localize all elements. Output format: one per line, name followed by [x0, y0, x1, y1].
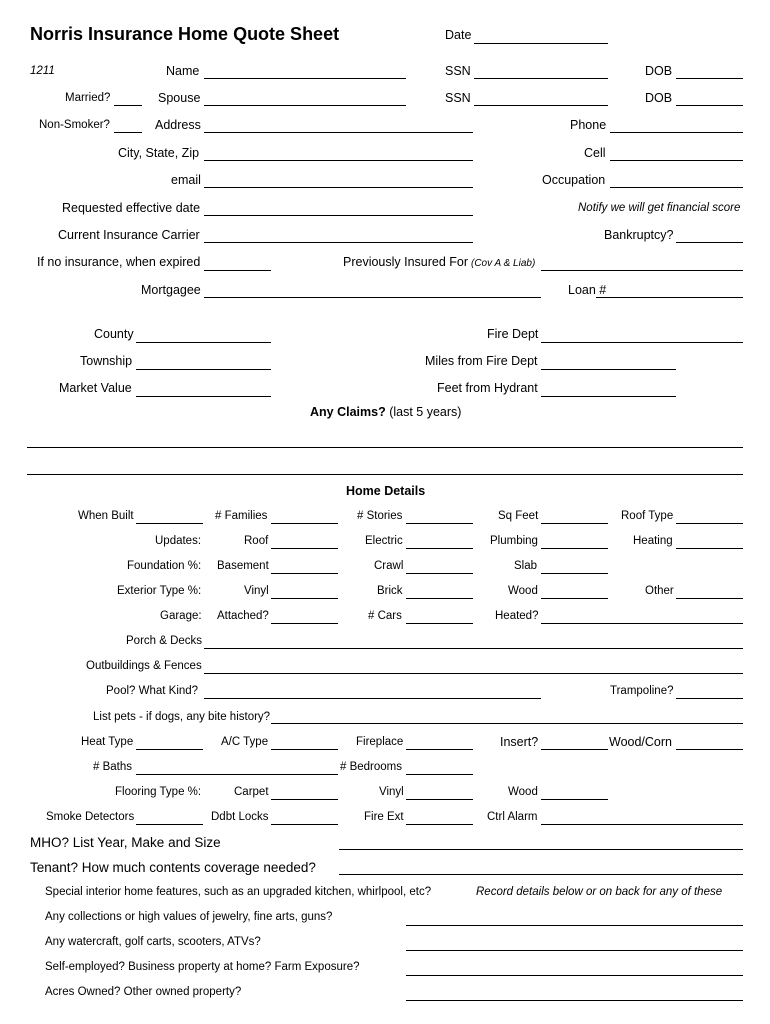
pool-label: Pool? What Kind? [106, 685, 199, 697]
married-field[interactable] [114, 105, 142, 106]
flooring-wood-label: Wood [508, 786, 538, 798]
insert-label: Insert? [500, 735, 539, 749]
heated-label: Heated? [495, 610, 539, 622]
address-label: Address [155, 118, 201, 132]
cov-a-liab-note: (Cov A & Liab) [471, 258, 536, 269]
spouse-dob-label: DOB [645, 91, 673, 105]
loan-number-label: Loan # [568, 283, 607, 297]
electric-label: Electric [365, 535, 403, 547]
carpet-field[interactable] [271, 799, 338, 800]
list-pets-label: List pets - if dogs, any bite history? [93, 711, 271, 723]
fire-dept-label: Fire Dept [487, 327, 539, 341]
tenant-question: Tenant? How much contents coverage needed? [30, 860, 316, 875]
attached-field[interactable] [271, 623, 338, 624]
list-pets-field[interactable] [271, 723, 743, 724]
roof-type-field[interactable] [676, 523, 743, 524]
watercraft-field[interactable] [406, 950, 743, 951]
smoke-detectors-label: Smoke Detectors [46, 811, 135, 823]
page-title: Norris Insurance Home Quote Sheet [30, 24, 340, 44]
pool-field[interactable] [204, 698, 541, 699]
ssn-field[interactable] [474, 78, 608, 79]
stories-label: # Stories [357, 510, 403, 522]
requested-effective-date-field[interactable] [204, 215, 473, 216]
vinyl-label: Vinyl [244, 585, 269, 597]
families-field[interactable] [271, 523, 338, 524]
cars-label: # Cars [368, 610, 402, 622]
roof-type-label: Roof Type [621, 510, 674, 522]
special-features-question: Special interior home features, such as an upgraded kitchen, whirlpool, etc? [45, 886, 432, 898]
miles-from-fire-dept-field[interactable] [541, 369, 676, 370]
mortgagee-label: Mortgagee [141, 283, 201, 297]
record-details-note: Record details below or on back for any of these [476, 886, 723, 898]
spouse-ssn-field[interactable] [474, 105, 608, 106]
basement-label: Basement [217, 560, 269, 572]
acres-question: Acres Owned? Other owned property? [45, 986, 242, 998]
attached-label: Attached? [217, 610, 269, 622]
any-claims-label: Any Claims? [310, 405, 386, 419]
if-no-insurance-field[interactable] [204, 270, 271, 271]
email-field[interactable] [204, 187, 473, 188]
spouse-dob-field[interactable] [676, 105, 743, 106]
date-label: Date [445, 28, 472, 42]
brick-label: Brick [377, 585, 403, 597]
ddbt-locks-label: Ddbt Locks [211, 811, 269, 823]
plumbing-field[interactable] [541, 548, 608, 549]
basement-field[interactable] [271, 573, 338, 574]
cell-label: Cell [584, 146, 606, 160]
phone-label: Phone [570, 118, 607, 132]
fire-ext-label: Fire Ext [364, 811, 404, 823]
non-smoker-label: Non-Smoker? [39, 119, 110, 131]
outbuildings-fences-field[interactable] [204, 673, 743, 674]
claims-line-2[interactable] [27, 474, 743, 475]
bankruptcy-field[interactable] [676, 242, 743, 243]
form-code: 1211 [30, 65, 55, 77]
roof-update-field[interactable] [271, 548, 338, 549]
address-field[interactable] [204, 132, 473, 133]
mho-question: MHO? List Year, Make and Size [30, 835, 221, 850]
township-field[interactable] [136, 369, 271, 370]
heat-type-label: Heat Type [81, 736, 134, 748]
fireplace-field[interactable] [406, 749, 473, 750]
market-value-field[interactable] [136, 396, 271, 397]
flooring-wood-field[interactable] [541, 799, 608, 800]
ac-type-field[interactable] [271, 749, 338, 750]
requested-effective-date-label: Requested effective date [62, 201, 201, 215]
trampoline-field[interactable] [676, 698, 743, 699]
ssn-label: SSN [445, 64, 471, 78]
county-label: County [94, 327, 134, 341]
occupation-label: Occupation [542, 173, 606, 187]
garage-label: Garage: [160, 610, 202, 622]
miles-from-fire-dept-label: Miles from Fire Dept [425, 354, 538, 368]
last-5-years-label: (last 5 years) [389, 405, 462, 419]
smoke-detectors-field[interactable] [136, 824, 203, 825]
trampoline-label: Trampoline? [610, 685, 674, 697]
date-field[interactable] [474, 43, 608, 44]
other-exterior-field[interactable] [676, 598, 743, 599]
ctrl-alarm-label: Ctrl Alarm [487, 811, 538, 823]
spouse-label: Spouse [158, 91, 201, 105]
wood-exterior-label: Wood [508, 585, 538, 597]
current-insurance-carrier-field[interactable] [204, 242, 473, 243]
feet-from-hydrant-label: Feet from Hydrant [437, 381, 538, 395]
self-employed-field[interactable] [406, 975, 743, 976]
cell-field[interactable] [610, 160, 743, 161]
cars-field[interactable] [406, 623, 473, 624]
current-insurance-carrier-label: Current Insurance Carrier [58, 228, 200, 242]
mortgagee-field[interactable] [204, 297, 541, 298]
roof-update-label: Roof [244, 535, 269, 547]
ac-type-label: A/C Type [221, 736, 269, 748]
families-label: # Families [215, 510, 268, 522]
outbuildings-fences-label: Outbuildings & Fences [86, 660, 202, 672]
claims-line-1[interactable] [27, 447, 743, 448]
married-label: Married? [65, 92, 111, 104]
watercraft-question: Any watercraft, golf carts, scooters, ATVs? [45, 936, 261, 948]
heat-type-field[interactable] [136, 749, 203, 750]
plumbing-label: Plumbing [490, 535, 538, 547]
crawl-field[interactable] [406, 573, 473, 574]
heating-field[interactable] [676, 548, 743, 549]
flooring-type-label: Flooring Type %: [115, 786, 202, 798]
collections-field[interactable] [406, 925, 743, 926]
dob-field[interactable] [676, 78, 743, 79]
mho-field[interactable] [339, 849, 743, 850]
fire-dept-field[interactable] [541, 342, 743, 343]
foundation-label: Foundation %: [127, 560, 202, 572]
when-built-label: When Built [78, 510, 134, 522]
email-label: email [171, 173, 201, 187]
loan-number-field[interactable] [596, 297, 743, 298]
notify-financial-score-note: Notify we will get financial score [578, 202, 741, 214]
fireplace-label: Fireplace [356, 736, 404, 748]
other-exterior-label: Other [645, 585, 674, 597]
updates-label: Updates: [155, 535, 202, 547]
fire-ext-field[interactable] [406, 824, 473, 825]
when-built-field[interactable] [136, 523, 203, 524]
home-details-heading: Home Details [346, 484, 426, 498]
slab-label: Slab [514, 560, 538, 572]
bankruptcy-label: Bankruptcy? [604, 228, 674, 242]
brick-field[interactable] [406, 598, 473, 599]
insert-field[interactable] [541, 749, 608, 750]
porch-decks-label: Porch & Decks [126, 635, 203, 647]
carpet-label: Carpet [234, 786, 269, 798]
slab-field[interactable] [541, 573, 608, 574]
bedrooms-label: # Bedrooms [340, 761, 403, 773]
name-label: Name [166, 64, 200, 78]
occupation-field[interactable] [610, 187, 743, 188]
collections-question: Any collections or high values of jewelry, fine arts, guns? [45, 911, 333, 923]
ctrl-alarm-field[interactable] [541, 824, 743, 825]
exterior-type-label: Exterior Type %: [117, 585, 202, 597]
spouse-field[interactable] [204, 105, 406, 106]
porch-decks-field[interactable] [204, 648, 743, 649]
previously-insured-label: Previously Insured For [343, 255, 469, 269]
ddbt-locks-field[interactable] [271, 824, 338, 825]
feet-from-hydrant-field[interactable] [541, 396, 676, 397]
crawl-label: Crawl [374, 560, 404, 572]
city-state-zip-field[interactable] [204, 160, 473, 161]
wood-corn-field[interactable] [676, 749, 743, 750]
electric-field[interactable] [406, 548, 473, 549]
stories-field[interactable] [406, 523, 473, 524]
county-field[interactable] [136, 342, 271, 343]
market-value-label: Market Value [59, 381, 132, 395]
sq-feet-label: Sq Feet [498, 510, 539, 522]
baths-label: # Baths [93, 761, 132, 773]
vinyl-field[interactable] [271, 598, 338, 599]
phone-field[interactable] [610, 132, 743, 133]
name-field[interactable] [204, 78, 406, 79]
flooring-vinyl-label: Vinyl [379, 786, 404, 798]
sq-feet-field[interactable] [541, 523, 608, 524]
previously-insured-field[interactable] [541, 270, 743, 271]
spouse-ssn-label: SSN [445, 91, 471, 105]
bedrooms-field[interactable] [406, 774, 473, 775]
baths-field[interactable] [136, 774, 338, 775]
heated-field[interactable] [541, 623, 743, 624]
wood-corn-label: Wood/Corn [609, 735, 672, 749]
any-claims-heading [310, 406, 461, 419]
township-label: Township [80, 354, 133, 368]
heating-label: Heating [633, 535, 673, 547]
acres-field[interactable] [406, 1000, 743, 1001]
tenant-field[interactable] [339, 874, 743, 875]
non-smoker-field[interactable] [114, 132, 142, 133]
self-employed-question: Self-employed? Business property at home? Farm Exposure? [45, 961, 360, 973]
city-state-zip-label: City, State, Zip [118, 146, 200, 160]
dob-label: DOB [645, 64, 673, 78]
wood-exterior-field[interactable] [541, 598, 608, 599]
flooring-vinyl-field[interactable] [406, 799, 473, 800]
if-no-insurance-label: If no insurance, when expired [37, 255, 201, 269]
